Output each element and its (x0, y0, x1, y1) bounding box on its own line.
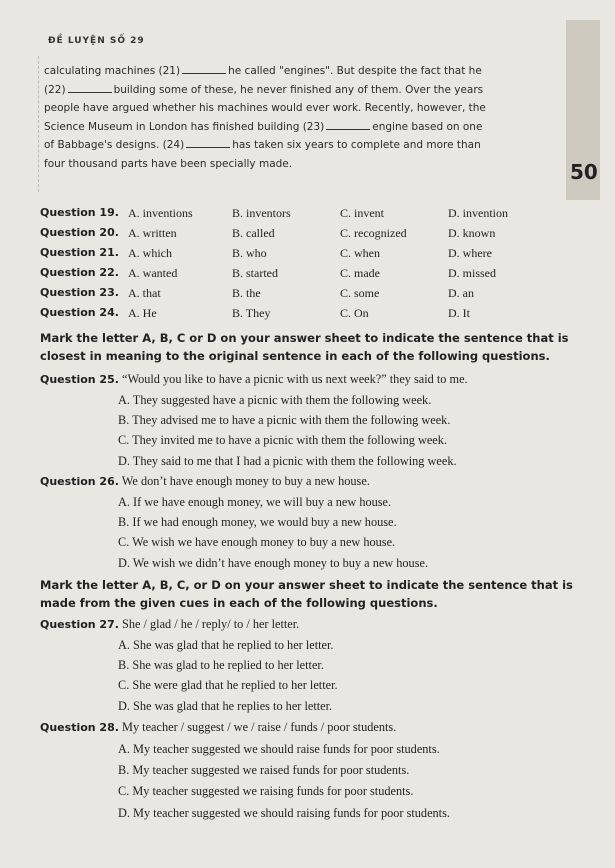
option-c[interactable]: C. made (340, 266, 380, 280)
option-b[interactable]: B. started (232, 266, 278, 280)
passage-text: Science Museum in London has finished building (23) (44, 120, 325, 133)
option-a[interactable]: A. which (128, 246, 172, 260)
question-label: Question 21. (40, 246, 119, 259)
q27-option-d[interactable]: D. She was glad that he replies to her letter. (118, 699, 333, 713)
passage-text: of Babbage's designs. (24) (44, 139, 185, 152)
passage-text: he called "engines". But despite the fact that he (228, 65, 482, 77)
q25-option-b[interactable]: B. They advised me to have a picnic with them the following week. (118, 413, 451, 427)
question-stem: We don’t have enough money to buy a new house. (121, 474, 370, 488)
question-label: Question 20. (40, 226, 119, 239)
option-d[interactable]: D. an (448, 286, 474, 300)
q25-option-d[interactable]: D. They said to me that I had a picnic with them the following week. (118, 454, 457, 468)
option-b[interactable]: B. who (232, 246, 267, 260)
question-label: Question 24. (40, 306, 119, 319)
q28-option-d[interactable]: D. My teacher suggested we should raising funds for poor students. (118, 806, 450, 820)
blank-22 (68, 92, 112, 93)
passage-text: calculating machines (21) (44, 65, 181, 77)
q28-option-c[interactable]: C. My teacher suggested we raising funds for poor students. (118, 784, 414, 798)
q27-option-c[interactable]: C. She were glad that he replied to her letter. (118, 678, 338, 692)
q26-option-a[interactable]: A. If we have enough money, we will buy a new house. (118, 495, 392, 509)
option-c[interactable]: C. On (340, 306, 369, 320)
q26-option-b[interactable]: B. If we had enough money, we would buy a new house. (118, 515, 397, 529)
question-label: Question 22. (40, 266, 119, 279)
question-stem: My teacher / suggest / we / raise / funds / poor students. (122, 720, 397, 734)
instruction-given-cues: Mark the letter A, B, C, or D on your answer sheet to indicate the sentence that is made from the given cues in each of the following questions. (40, 578, 573, 610)
question-label: Question 23. (40, 286, 119, 299)
option-a[interactable]: A. that (128, 286, 161, 300)
passage-text: building some of these, he never finished any of them. Over the years (113, 83, 484, 96)
option-d[interactable]: D. invention (448, 206, 508, 220)
option-a[interactable]: A. wanted (128, 266, 178, 280)
instruction-closest-meaning: Mark the letter A, B, C or D on your answer sheet to indicate the sentence that is closest in meaning to the original sentence in each of the following questions. (40, 331, 569, 363)
q27-option-a[interactable]: A. She was glad that he replied to her letter. (118, 638, 334, 652)
question-label: Question 28. (40, 721, 119, 734)
question-25-stem (40, 372, 468, 387)
question-27-stem (40, 617, 299, 632)
blank-23 (326, 129, 370, 130)
passage-text: people have argued whether his machines would ever work. Recently, however, the (44, 102, 486, 115)
q28-option-b[interactable]: B. My teacher suggested we raised funds for poor students. (118, 763, 410, 777)
question-28-stem (40, 720, 396, 735)
blank-24 (186, 147, 230, 148)
option-c[interactable]: C. when (340, 246, 380, 260)
option-b[interactable]: B. inventors (232, 206, 291, 220)
question-label: Question 26. (40, 475, 119, 488)
question-label: Question 27. (40, 618, 119, 631)
question-26-stem (40, 474, 370, 489)
option-d[interactable]: D. where (448, 246, 492, 260)
option-d[interactable]: D. missed (448, 266, 496, 280)
reading-passage (44, 62, 544, 174)
option-a[interactable]: A. He (128, 306, 157, 320)
passage-text: (22) (44, 83, 66, 96)
q28-option-a[interactable]: A. My teacher suggested we should raise funds for poor students. (118, 742, 440, 756)
option-a[interactable]: A. inventions (128, 206, 193, 220)
q27-option-b[interactable]: B. She was glad to he replied to her letter. (118, 658, 324, 672)
sidebar-mark: 50 (570, 160, 598, 184)
option-d[interactable]: D. It (448, 306, 470, 320)
question-label: Question 19. (40, 206, 119, 219)
question-label: Question 25. (40, 373, 119, 386)
q25-option-a[interactable]: A. They suggested have a picnic with them the following week. (118, 393, 432, 407)
question-stem: She / glad / he / reply/ to / her letter. (122, 617, 300, 631)
option-b[interactable]: B. called (232, 226, 275, 240)
option-d[interactable]: D. known (448, 226, 496, 240)
option-c[interactable]: C. invent (340, 206, 384, 220)
option-b[interactable]: B. the (232, 286, 261, 300)
option-c[interactable]: C. recognized (340, 226, 407, 240)
passage-text: has taken six years to complete and more than (232, 139, 481, 152)
question-stem: “Would you like to have a picnic with us next week?” they said to me. (122, 372, 468, 386)
q26-option-c[interactable]: C. We wish we have enough money to buy a new house. (118, 535, 396, 549)
option-a[interactable]: A. written (128, 226, 177, 240)
q26-option-d[interactable]: D. We wish we didn’t have enough money to buy a new house. (118, 556, 429, 570)
q25-option-c[interactable]: C. They invited me to have a picnic with them the following week. (118, 433, 447, 447)
blank-21 (182, 73, 226, 74)
option-b[interactable]: B. They (232, 306, 271, 320)
option-c[interactable]: C. some (340, 286, 380, 300)
exam-header: ĐỀ LUYỆN SỐ 29 (48, 36, 145, 46)
passage-text: engine based on one (372, 120, 483, 133)
passage-text: four thousand parts have been specially made. (44, 157, 293, 170)
